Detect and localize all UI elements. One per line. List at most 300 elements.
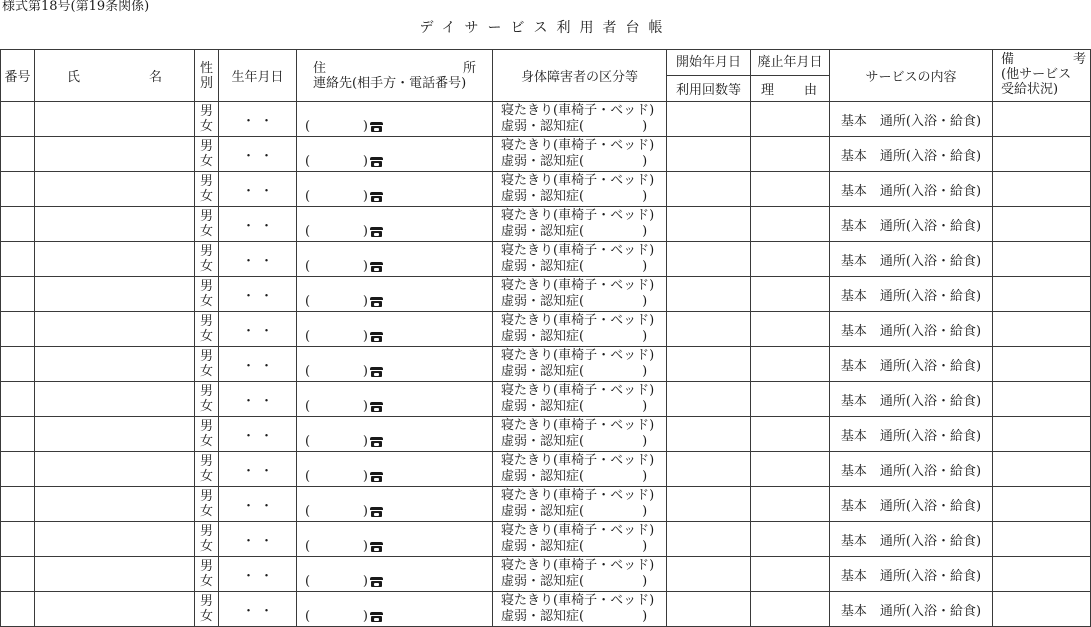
name-cell[interactable] <box>35 277 195 312</box>
address-cell[interactable] <box>297 417 493 452</box>
address-cell[interactable] <box>297 172 493 207</box>
disability-cell[interactable] <box>493 207 667 242</box>
dob-dot-2: ・ <box>259 463 273 479</box>
sex-male[interactable]: 男 <box>199 104 213 119</box>
tel-open: ( <box>305 609 311 624</box>
disability-line-1: 寝たきり(車椅子・ベッド) <box>501 103 655 118</box>
table-row <box>1 487 1091 522</box>
note-cell[interactable] <box>993 312 1091 347</box>
disability-cell[interactable] <box>493 137 667 172</box>
disability-cell[interactable] <box>493 452 667 487</box>
number-cell[interactable] <box>1 522 35 557</box>
service-cell[interactable]: 基本 通所(入浴・給食) <box>830 312 993 347</box>
note-cell[interactable] <box>993 522 1091 557</box>
dob-dot-2: ・ <box>259 323 273 339</box>
dob-dot-2: ・ <box>259 533 273 549</box>
header-address-b: 所 <box>462 60 476 76</box>
note-cell[interactable] <box>993 137 1091 172</box>
sex-female[interactable]: 女 <box>199 364 213 379</box>
disability-line-2b: ) <box>642 469 648 484</box>
dob-cell[interactable] <box>219 382 297 417</box>
dob-cell[interactable] <box>219 347 297 382</box>
disability-line-2b: ) <box>642 329 648 344</box>
table-row <box>1 452 1091 487</box>
dob-dot-2: ・ <box>259 428 273 444</box>
service-cell[interactable]: 基本 通所(入浴・給食) <box>830 277 993 312</box>
start-date-cell[interactable] <box>667 277 751 312</box>
sex-female[interactable]: 女 <box>199 329 213 344</box>
phone-icon <box>370 191 383 202</box>
disability-line-2 <box>501 539 666 555</box>
disability-line-2a: 虚弱・認知症( <box>501 119 585 134</box>
dob-dot-1: ・ <box>241 288 255 304</box>
disability-line-2 <box>501 259 666 275</box>
start-date-cell[interactable] <box>667 417 751 452</box>
sex-female[interactable]: 女 <box>199 539 213 554</box>
note-cell[interactable] <box>993 382 1091 417</box>
tel-open: ( <box>305 259 311 274</box>
start-date-cell[interactable] <box>667 312 751 347</box>
header-note <box>993 50 1091 102</box>
sex-cell[interactable] <box>195 172 219 207</box>
disability-line-2a: 虚弱・認知症( <box>501 399 585 414</box>
end-date-cell[interactable] <box>751 242 830 277</box>
header-note-a: 備 <box>1001 52 1015 67</box>
address-cell[interactable] <box>297 137 493 172</box>
header-name-b: 名 <box>148 70 162 85</box>
note-cell[interactable] <box>993 557 1091 592</box>
address-cell[interactable] <box>297 452 493 487</box>
disability-line-2 <box>501 154 666 170</box>
end-date-cell[interactable] <box>751 417 830 452</box>
disability-cell[interactable] <box>493 522 667 557</box>
disability-line-2b: ) <box>642 504 648 519</box>
number-cell[interactable] <box>1 312 35 347</box>
disability-line-2 <box>501 469 666 485</box>
phone-icon <box>370 296 383 307</box>
sex-male[interactable]: 男 <box>199 594 213 609</box>
number-cell[interactable] <box>1 592 35 627</box>
number-cell[interactable] <box>1 347 35 382</box>
sex-male[interactable]: 男 <box>199 419 213 434</box>
dob-dot-1: ・ <box>241 253 255 269</box>
dob-cell[interactable] <box>219 242 297 277</box>
phone-field[interactable] <box>305 225 383 238</box>
start-date-cell[interactable] <box>667 102 751 137</box>
tel-open: ( <box>305 469 311 484</box>
disability-cell[interactable] <box>493 592 667 627</box>
service-cell[interactable]: 基本 通所(入浴・給食) <box>830 207 993 242</box>
phone-field[interactable] <box>305 365 383 378</box>
phone-field[interactable] <box>305 435 383 448</box>
disability-line-2b: ) <box>642 224 648 239</box>
end-date-cell[interactable] <box>751 172 830 207</box>
phone-field[interactable] <box>305 505 383 518</box>
address-cell[interactable] <box>297 522 493 557</box>
number-cell[interactable] <box>1 487 35 522</box>
header-address <box>297 50 493 102</box>
name-cell[interactable] <box>35 242 195 277</box>
sex-female[interactable]: 女 <box>199 609 213 624</box>
tel-open: ( <box>305 119 311 134</box>
dob-dot-2: ・ <box>259 148 273 164</box>
header-number: 番号 <box>1 50 35 102</box>
header-reason-b: 由 <box>803 83 817 98</box>
start-date-cell[interactable] <box>667 242 751 277</box>
disability-line-2 <box>501 574 666 590</box>
sex-male[interactable]: 男 <box>199 454 213 469</box>
address-cell[interactable] <box>297 347 493 382</box>
phone-field[interactable] <box>305 330 383 343</box>
disability-line-2 <box>501 609 666 625</box>
note-cell[interactable] <box>993 242 1091 277</box>
disability-line-2b: ) <box>642 609 648 624</box>
phone-field[interactable] <box>305 540 383 553</box>
number-cell[interactable] <box>1 102 35 137</box>
note-cell[interactable] <box>993 172 1091 207</box>
disability-line-2a: 虚弱・認知症( <box>501 224 585 239</box>
phone-field[interactable] <box>305 295 383 308</box>
end-date-cell[interactable] <box>751 277 830 312</box>
start-date-cell[interactable] <box>667 382 751 417</box>
end-date-cell[interactable] <box>751 347 830 382</box>
address-cell[interactable] <box>297 592 493 627</box>
dob-dot-2: ・ <box>259 218 273 234</box>
sex-cell[interactable] <box>195 347 219 382</box>
service-cell[interactable]: 基本 通所(入浴・給食) <box>830 557 993 592</box>
sex-female[interactable]: 女 <box>199 224 213 239</box>
note-cell[interactable] <box>993 592 1091 627</box>
name-cell[interactable] <box>35 172 195 207</box>
sex-female[interactable]: 女 <box>199 294 213 309</box>
service-cell[interactable]: 基本 通所(入浴・給食) <box>830 452 993 487</box>
disability-cell[interactable] <box>493 277 667 312</box>
start-date-cell[interactable] <box>667 522 751 557</box>
start-date-cell[interactable] <box>667 557 751 592</box>
sex-cell[interactable] <box>195 137 219 172</box>
tel-open: ( <box>305 434 311 449</box>
sex-female[interactable]: 女 <box>199 504 213 519</box>
dob-dot-1: ・ <box>241 463 255 479</box>
dob-cell[interactable] <box>219 312 297 347</box>
disability-line-1: 寝たきり(車椅子・ベッド) <box>501 348 655 363</box>
dob-cell[interactable] <box>219 137 297 172</box>
tel-close: ) <box>362 189 368 204</box>
sex-cell[interactable] <box>195 522 219 557</box>
phone-icon <box>370 541 383 552</box>
service-cell[interactable]: 基本 通所(入浴・給食) <box>830 242 993 277</box>
dob-cell[interactable] <box>219 557 297 592</box>
disability-line-1: 寝たきり(車椅子・ベッド) <box>501 418 655 433</box>
name-cell[interactable] <box>35 382 195 417</box>
name-cell[interactable] <box>35 487 195 522</box>
dob-cell[interactable] <box>219 172 297 207</box>
sex-cell[interactable] <box>195 487 219 522</box>
phone-icon <box>370 156 383 167</box>
address-cell[interactable] <box>297 102 493 137</box>
sex-male[interactable]: 男 <box>199 314 213 329</box>
number-cell[interactable] <box>1 417 35 452</box>
sex-male[interactable]: 男 <box>199 384 213 399</box>
tel-close: ) <box>362 329 368 344</box>
sex-male[interactable]: 男 <box>199 139 213 154</box>
phone-field[interactable] <box>305 190 383 203</box>
sex-cell[interactable] <box>195 242 219 277</box>
sex-female[interactable]: 女 <box>199 469 213 484</box>
sex-male[interactable]: 男 <box>199 279 213 294</box>
table-row <box>1 277 1091 312</box>
dob-dot-2: ・ <box>259 288 273 304</box>
sex-female[interactable]: 女 <box>199 434 213 449</box>
sex-cell[interactable] <box>195 102 219 137</box>
tel-close: ) <box>362 224 368 239</box>
start-date-cell[interactable] <box>667 347 751 382</box>
disability-cell[interactable] <box>493 347 667 382</box>
start-date-cell[interactable] <box>667 592 751 627</box>
address-cell[interactable] <box>297 487 493 522</box>
note-cell[interactable] <box>993 102 1091 137</box>
dob-dot-1: ・ <box>241 393 255 409</box>
number-cell[interactable] <box>1 172 35 207</box>
header-service: サービスの内容 <box>830 50 993 102</box>
tel-open: ( <box>305 294 311 309</box>
phone-icon <box>370 366 383 377</box>
phone-icon <box>370 506 383 517</box>
disability-cell[interactable] <box>493 242 667 277</box>
service-cell[interactable]: 基本 通所(入浴・給食) <box>830 417 993 452</box>
end-date-cell[interactable] <box>751 452 830 487</box>
disability-line-2b: ) <box>642 189 648 204</box>
dob-dot-1: ・ <box>241 358 255 374</box>
dob-dot-2: ・ <box>259 183 273 199</box>
header-start-date: 開始年月日 <box>667 50 751 76</box>
table-row <box>1 557 1091 592</box>
tel-open: ( <box>305 154 311 169</box>
disability-line-2 <box>501 189 666 205</box>
service-cell[interactable]: 基本 通所(入浴・給食) <box>830 172 993 207</box>
table-row <box>1 137 1091 172</box>
disability-line-2a: 虚弱・認知症( <box>501 189 585 204</box>
dob-cell[interactable] <box>219 417 297 452</box>
service-cell[interactable]: 基本 通所(入浴・給食) <box>830 487 993 522</box>
number-cell[interactable] <box>1 207 35 242</box>
sex-male[interactable]: 男 <box>199 244 213 259</box>
disability-line-1: 寝たきり(車椅子・ベッド) <box>501 243 655 258</box>
sex-female[interactable]: 女 <box>199 259 213 274</box>
start-date-cell[interactable] <box>667 137 751 172</box>
dob-dot-2: ・ <box>259 603 273 619</box>
note-cell[interactable] <box>993 207 1091 242</box>
sex-cell[interactable] <box>195 277 219 312</box>
disability-line-2 <box>501 434 666 450</box>
phone-icon <box>370 226 383 237</box>
name-cell[interactable] <box>35 452 195 487</box>
sex-female[interactable]: 女 <box>199 119 213 134</box>
name-cell[interactable] <box>35 417 195 452</box>
tel-close: ) <box>362 294 368 309</box>
disability-line-1: 寝たきり(車椅子・ベッド) <box>501 453 655 468</box>
dob-cell[interactable] <box>219 207 297 242</box>
sex-male[interactable]: 男 <box>199 559 213 574</box>
tel-close: ) <box>362 119 368 134</box>
phone-field[interactable] <box>305 470 383 483</box>
end-date-cell[interactable] <box>751 382 830 417</box>
sex-male[interactable]: 男 <box>199 524 213 539</box>
number-cell[interactable] <box>1 277 35 312</box>
header-contact: 連絡先(相手方・電話番号) <box>313 75 467 91</box>
end-date-cell[interactable] <box>751 312 830 347</box>
service-cell[interactable]: 基本 通所(入浴・給食) <box>830 382 993 417</box>
sex-cell[interactable] <box>195 557 219 592</box>
address-cell[interactable] <box>297 312 493 347</box>
name-cell[interactable] <box>35 207 195 242</box>
address-cell[interactable] <box>297 557 493 592</box>
disability-line-2a: 虚弱・認知症( <box>501 364 585 379</box>
disability-line-1: 寝たきり(車椅子・ベッド) <box>501 593 655 608</box>
service-cell[interactable]: 基本 通所(入浴・給食) <box>830 102 993 137</box>
name-cell[interactable] <box>35 102 195 137</box>
sex-male[interactable]: 男 <box>199 209 213 224</box>
address-cell[interactable] <box>297 207 493 242</box>
sex-male[interactable]: 男 <box>199 489 213 504</box>
start-date-cell[interactable] <box>667 207 751 242</box>
start-date-cell[interactable] <box>667 487 751 522</box>
disability-line-1: 寝たきり(車椅子・ベッド) <box>501 558 655 573</box>
name-cell[interactable] <box>35 137 195 172</box>
sex-female[interactable]: 女 <box>199 399 213 414</box>
disability-cell[interactable] <box>493 557 667 592</box>
end-date-cell[interactable] <box>751 487 830 522</box>
sex-cell[interactable] <box>195 452 219 487</box>
dob-dot-2: ・ <box>259 253 273 269</box>
user-ledger-table <box>0 49 1091 627</box>
sex-cell[interactable] <box>195 592 219 627</box>
note-cell[interactable] <box>993 452 1091 487</box>
name-cell[interactable] <box>35 347 195 382</box>
form-number: 様式第18号(第19条関係) <box>2 0 150 14</box>
disability-line-1: 寝たきり(車椅子・ベッド) <box>501 138 655 153</box>
sex-cell[interactable] <box>195 312 219 347</box>
header-reason <box>751 76 830 102</box>
dob-dot-1: ・ <box>241 183 255 199</box>
disability-line-2b: ) <box>642 574 648 589</box>
sex-cell[interactable] <box>195 207 219 242</box>
address-cell[interactable] <box>297 242 493 277</box>
disability-line-2a: 虚弱・認知症( <box>501 504 585 519</box>
disability-cell[interactable] <box>493 102 667 137</box>
disability-cell[interactable] <box>493 487 667 522</box>
note-cell[interactable] <box>993 417 1091 452</box>
header-use-count: 利用回数等 <box>667 76 751 102</box>
disability-line-2 <box>501 329 666 345</box>
dob-dot-2: ・ <box>259 393 273 409</box>
phone-field[interactable] <box>305 575 383 588</box>
note-cell[interactable] <box>993 347 1091 382</box>
header-sex: 性別 <box>195 50 219 102</box>
table-row <box>1 417 1091 452</box>
disability-cell[interactable] <box>493 172 667 207</box>
disability-line-2a: 虚弱・認知症( <box>501 609 585 624</box>
end-date-cell[interactable] <box>751 102 830 137</box>
sex-female[interactable]: 女 <box>199 154 213 169</box>
note-cell[interactable] <box>993 487 1091 522</box>
name-cell[interactable] <box>35 592 195 627</box>
dob-cell[interactable] <box>219 487 297 522</box>
page-title: デイサービス利用者台帳 <box>419 20 672 36</box>
disability-line-2a: 虚弱・認知症( <box>501 469 585 484</box>
sex-female[interactable]: 女 <box>199 189 213 204</box>
disability-cell[interactable] <box>493 312 667 347</box>
phone-field[interactable] <box>305 610 383 623</box>
service-cell[interactable]: 基本 通所(入浴・給食) <box>830 137 993 172</box>
sex-male[interactable]: 男 <box>199 174 213 189</box>
phone-field[interactable] <box>305 400 383 413</box>
dob-cell[interactable] <box>219 102 297 137</box>
dob-cell[interactable] <box>219 277 297 312</box>
table-row <box>1 207 1091 242</box>
dob-cell[interactable] <box>219 452 297 487</box>
table-row <box>1 592 1091 627</box>
disability-cell[interactable] <box>493 417 667 452</box>
address-cell[interactable] <box>297 277 493 312</box>
number-cell[interactable] <box>1 137 35 172</box>
name-cell[interactable] <box>35 522 195 557</box>
start-date-cell[interactable] <box>667 452 751 487</box>
number-cell[interactable] <box>1 242 35 277</box>
table-row <box>1 347 1091 382</box>
end-date-cell[interactable] <box>751 522 830 557</box>
end-date-cell[interactable] <box>751 592 830 627</box>
dob-dot-2: ・ <box>259 358 273 374</box>
table-row <box>1 102 1091 137</box>
phone-field[interactable] <box>305 155 383 168</box>
end-date-cell[interactable] <box>751 207 830 242</box>
sex-cell[interactable] <box>195 382 219 417</box>
dob-cell[interactable] <box>219 522 297 557</box>
sex-male[interactable]: 男 <box>199 349 213 364</box>
tel-close: ) <box>362 609 368 624</box>
phone-icon <box>370 576 383 587</box>
phone-icon <box>370 401 383 412</box>
number-cell[interactable] <box>1 382 35 417</box>
header-note-d: 受給状況) <box>1001 82 1059 97</box>
number-cell[interactable] <box>1 557 35 592</box>
phone-icon <box>370 261 383 272</box>
number-cell[interactable] <box>1 452 35 487</box>
phone-field[interactable] <box>305 120 383 133</box>
tel-open: ( <box>305 189 311 204</box>
name-cell[interactable] <box>35 312 195 347</box>
sex-female[interactable]: 女 <box>199 574 213 589</box>
service-cell[interactable]: 基本 通所(入浴・給食) <box>830 522 993 557</box>
service-cell[interactable]: 基本 通所(入浴・給食) <box>830 347 993 382</box>
header-reason-a: 理 <box>761 83 775 98</box>
start-date-cell[interactable] <box>667 172 751 207</box>
sex-cell[interactable] <box>195 417 219 452</box>
service-cell[interactable]: 基本 通所(入浴・給食) <box>830 592 993 627</box>
disability-line-1: 寝たきり(車椅子・ベッド) <box>501 173 655 188</box>
name-cell[interactable] <box>35 557 195 592</box>
phone-field[interactable] <box>305 260 383 273</box>
tel-close: ) <box>362 574 368 589</box>
address-cell[interactable] <box>297 382 493 417</box>
dob-cell[interactable] <box>219 592 297 627</box>
end-date-cell[interactable] <box>751 137 830 172</box>
note-cell[interactable] <box>993 277 1091 312</box>
disability-line-2b: ) <box>642 154 648 169</box>
end-date-cell[interactable] <box>751 557 830 592</box>
disability-cell[interactable] <box>493 382 667 417</box>
